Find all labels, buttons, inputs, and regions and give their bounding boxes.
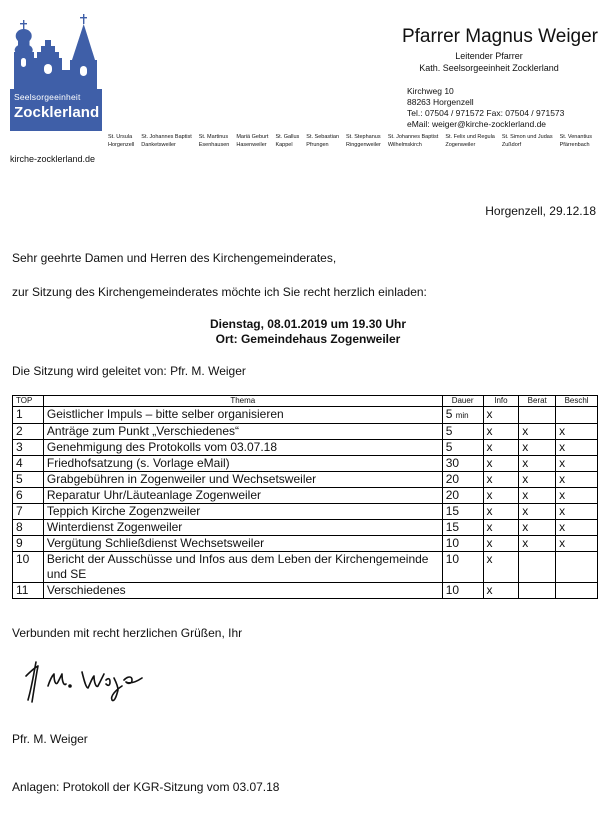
header-dauer: Dauer	[442, 396, 483, 407]
agenda-info: x	[483, 520, 519, 536]
duration-unit: min	[455, 411, 469, 420]
agenda-berat: x	[519, 520, 556, 536]
sender-role: Leitender Pfarrer	[455, 51, 523, 61]
intro-text: zur Sitzung des Kirchengemeinderates möchte ich Sie recht herzlich einladen:	[12, 285, 427, 299]
agenda-thema: Vergütung Schließdienst Wechsetsweiler	[43, 536, 442, 552]
agenda-beschl: x	[556, 536, 598, 552]
agenda-berat: x	[519, 472, 556, 488]
agenda-thema: Friedhofsatzung (s. Vorlage eMail)	[43, 456, 442, 472]
agenda-dauer	[442, 440, 483, 456]
agenda-row	[13, 456, 598, 472]
agenda-info: x	[483, 440, 519, 456]
header-beschl: Beschl	[556, 396, 598, 407]
agenda-info: x	[483, 424, 519, 440]
agenda-beschl: x	[556, 440, 598, 456]
agenda-dauer	[442, 536, 483, 552]
duration-value: 10	[445, 583, 460, 597]
duration-value: 20	[445, 472, 460, 486]
address-email[interactable]: eMail: weiger@kirche-zocklerland.de	[407, 119, 547, 129]
parish-item	[445, 133, 495, 149]
address-phone: Tel.: 07504 / 971572 Fax: 07504 / 971573	[407, 108, 565, 118]
sender-name: Pfarrer Magnus Weiger	[401, 26, 598, 47]
agenda-top: 6	[13, 488, 44, 504]
agenda-top: 1	[13, 407, 44, 424]
parish-place: Pfrungen	[306, 142, 329, 148]
agenda-dauer	[442, 407, 483, 424]
agenda-top: 11	[13, 583, 44, 599]
agenda-row	[13, 440, 598, 456]
parish-saint: St. Ursula	[108, 134, 133, 140]
signature-image	[24, 656, 144, 706]
agenda-beschl: x	[556, 504, 598, 520]
duration-value: 15	[445, 504, 460, 518]
meeting-chair: Die Sitzung wird geleitet von: Pfr. M. Weiger	[12, 364, 246, 378]
parish-saint: St. Martinus	[198, 134, 229, 140]
parish-saint: St. Stephanus	[346, 134, 381, 140]
agenda-info: x	[483, 407, 519, 424]
agenda-beschl: x	[556, 456, 598, 472]
agenda-beschl	[556, 583, 598, 599]
agenda-thema: Genehmigung des Protokolls vom 03.07.18	[43, 440, 442, 456]
agenda-row	[13, 424, 598, 440]
agenda-info: x	[483, 583, 519, 599]
agenda-thema: Teppich Kirche Zogenzweiler	[43, 504, 442, 520]
agenda-berat	[519, 552, 556, 583]
sender-unit: Kath. Seelsorgeeinheit Zocklerland	[419, 63, 559, 73]
agenda-header-row	[13, 396, 598, 407]
agenda-top: 4	[13, 456, 44, 472]
agenda-beschl: x	[556, 520, 598, 536]
parish-place: Pfärrenbach	[559, 142, 590, 148]
agenda-berat: x	[519, 424, 556, 440]
church-towers-icon	[10, 14, 102, 90]
agenda-dauer	[442, 488, 483, 504]
header-thema: Thema	[43, 396, 442, 407]
meeting-datetime: Dienstag, 08.01.2019 um 19.30 Uhr	[209, 317, 407, 331]
agenda-info: x	[483, 456, 519, 472]
duration-value: 5	[445, 407, 453, 421]
agenda-top: 9	[13, 536, 44, 552]
parish-saint: St. Gallus	[275, 134, 300, 140]
agenda-top: 7	[13, 504, 44, 520]
agenda-dauer	[442, 520, 483, 536]
agenda-row	[13, 536, 598, 552]
parish-saint: St. Johannes Baptist	[141, 134, 192, 140]
parish-place: Hasenweiler	[236, 142, 267, 148]
agenda-thema: Reparatur Uhr/Läuteanlage Zogenweiler	[43, 488, 442, 504]
duration-value: 20	[445, 488, 460, 502]
agenda-top: 5	[13, 472, 44, 488]
parish-item	[346, 133, 381, 149]
header-info: Info	[483, 396, 519, 407]
agenda-info: x	[483, 472, 519, 488]
parish-saint: St. Sebastian	[306, 134, 340, 140]
closing-text: Verbunden mit recht herzlichen Grüßen, Ihr	[12, 626, 243, 640]
parish-item	[502, 133, 553, 149]
agenda-info: x	[483, 488, 519, 504]
sender-address	[407, 86, 564, 130]
agenda-row	[13, 520, 598, 536]
agenda-berat: x	[519, 456, 556, 472]
agenda-table	[12, 395, 598, 599]
agenda-info: x	[483, 536, 519, 552]
parish-item	[108, 133, 134, 149]
header-berat: Berat	[519, 396, 556, 407]
agenda-thema: Verschiedenes	[43, 583, 442, 599]
agenda-info: x	[483, 504, 519, 520]
agenda-dauer	[442, 583, 483, 599]
attachments-note: Anlagen: Protokoll der KGR-Sitzung vom 03.07.18	[12, 780, 280, 794]
duration-value: 5	[445, 424, 453, 438]
agenda-row	[13, 407, 598, 424]
duration-value: 5	[445, 440, 453, 454]
agenda-dauer	[442, 504, 483, 520]
header-top: TOP	[13, 396, 44, 407]
agenda-berat	[519, 583, 556, 599]
parish-place: Ringgenweiler	[346, 142, 381, 148]
parish-place: Danketsweiler	[141, 142, 176, 148]
parish-saint: St. Simon und Judas	[501, 134, 553, 140]
duration-value: 30	[445, 456, 460, 470]
agenda-thema: Winterdienst Zogenweiler	[43, 520, 442, 536]
parish-item	[275, 133, 299, 149]
agenda-berat: x	[519, 488, 556, 504]
agenda-row	[13, 583, 598, 599]
parish-saint: Mariä Geburt	[236, 134, 269, 140]
salutation: Sehr geehrte Damen und Herren des Kirchengemeinderates,	[12, 251, 337, 265]
parish-place: Horgenzell	[108, 142, 135, 148]
address-city: 88263 Horgenzell	[407, 97, 474, 107]
agenda-beschl: x	[556, 472, 598, 488]
parish-saint: St. Felix und Regula	[445, 134, 495, 140]
agenda-row	[13, 488, 598, 504]
parish-item	[141, 133, 191, 149]
agenda-berat: x	[519, 440, 556, 456]
agenda-beschl: x	[556, 424, 598, 440]
website-link[interactable]: kirche-zocklerland.de	[10, 154, 96, 164]
parish-saint: St. Johannes Baptist	[387, 134, 439, 140]
agenda-top: 8	[13, 520, 44, 536]
parish-item	[560, 133, 592, 149]
parish-place: Wilhelmskirch	[387, 142, 422, 148]
parish-item	[199, 133, 230, 149]
agenda-top: 10	[13, 552, 44, 583]
parish-place: Esenhausen	[198, 142, 230, 148]
agenda-thema: Grabgebühren in Zogenweiler und Wechsetsweiler	[43, 472, 442, 488]
agenda-dauer	[442, 472, 483, 488]
parish-place: Zogenweiler	[445, 142, 476, 148]
agenda-beschl	[556, 552, 598, 583]
agenda-dauer	[442, 456, 483, 472]
agenda-thema: Geistlicher Impuls – bitte selber organisieren	[43, 407, 442, 424]
agenda-row	[13, 472, 598, 488]
address-street: Kirchweg 10	[407, 86, 454, 96]
meeting-location: Ort: Gemeindehaus Zogenweiler	[215, 332, 401, 346]
parish-saint: St. Venantius	[559, 134, 593, 140]
agenda-dauer	[442, 424, 483, 440]
duration-value: 10	[445, 536, 460, 550]
parish-item	[388, 133, 438, 149]
agenda-beschl	[556, 407, 598, 424]
logo	[10, 14, 102, 131]
agenda-berat: x	[519, 504, 556, 520]
parish-item	[306, 133, 339, 149]
signer-name: Pfr. M. Weiger	[12, 732, 88, 746]
agenda-top: 2	[13, 424, 44, 440]
logo-banner	[10, 89, 102, 131]
parish-place: Kappel	[275, 142, 293, 148]
agenda-row	[13, 552, 598, 583]
agenda-berat	[519, 407, 556, 424]
parish-list	[108, 133, 599, 149]
agenda-row	[13, 504, 598, 520]
agenda-thema: Anträge zum Punkt „Verschiedenes“	[43, 424, 442, 440]
logo-top-text: Seelsorgeeinheit	[14, 92, 81, 102]
parish-item	[236, 133, 268, 149]
agenda-beschl: x	[556, 488, 598, 504]
logo-name: Zocklerland	[14, 104, 100, 121]
parish-place: Zußdorf	[501, 142, 522, 148]
agenda-berat: x	[519, 536, 556, 552]
agenda-top: 3	[13, 440, 44, 456]
duration-value: 10	[445, 552, 460, 566]
sender-block	[320, 26, 598, 74]
duration-value: 15	[445, 520, 460, 534]
letter-date: Horgenzell, 29.12.18	[485, 204, 596, 218]
agenda-thema: Bericht der Ausschüsse und Infos aus dem Leben der Kirchengemeinde und SE	[43, 552, 442, 583]
agenda-dauer	[442, 552, 483, 583]
agenda-info: x	[483, 552, 519, 583]
